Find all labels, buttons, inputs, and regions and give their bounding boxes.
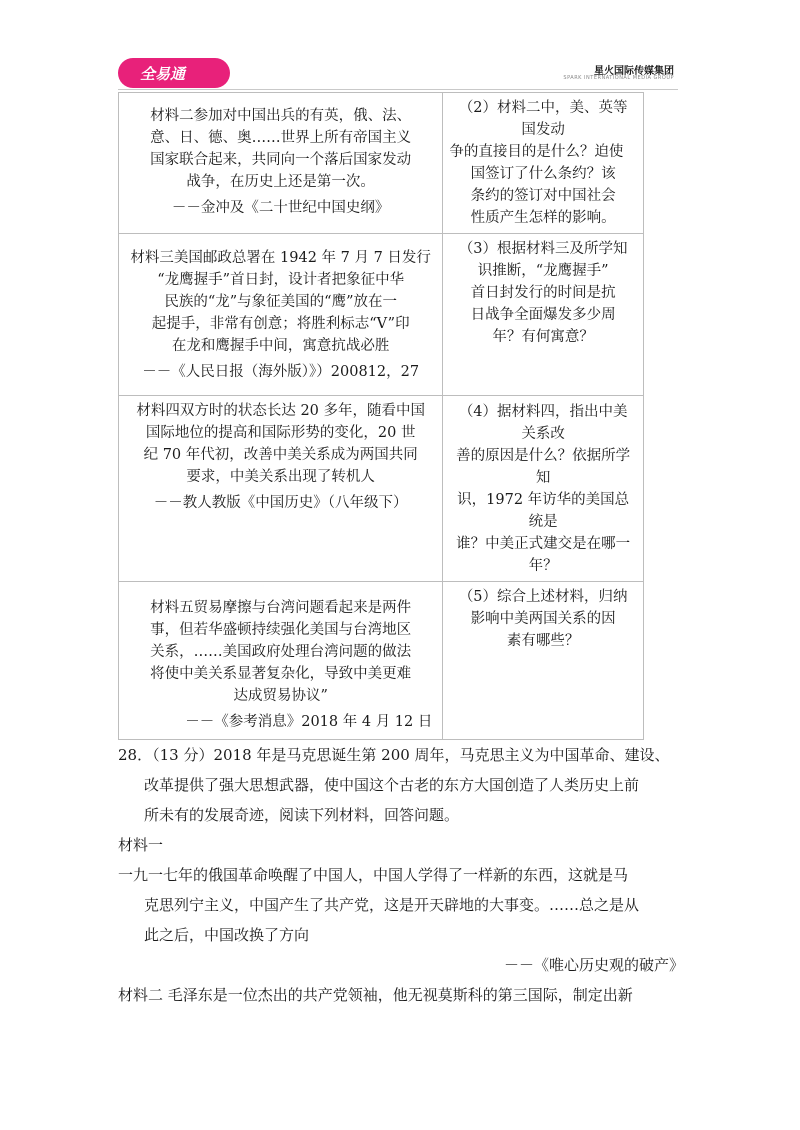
question-cell: [443, 396, 644, 582]
question-line: 国发动: [521, 122, 565, 138]
material-line: 起提手，非常有创意；将胜利标志“V”印: [151, 315, 410, 332]
question-line: 谁？中美正式建交是在哪一: [456, 535, 631, 552]
logo-text: 全易通: [140, 65, 186, 83]
material-source: －－《参考消息》2018 年 4 月 12 日: [185, 714, 433, 730]
material-line: 将使中美关系显著复杂化，导致中美更难: [150, 666, 412, 682]
material-line: 达成贸易协议”: [233, 688, 328, 704]
material-1-line: 克思列宁主义，中国产生了共产党，这是开天辟地的大事变。……总之是从: [144, 896, 640, 914]
material-source: －－教人教版《中国历史》（八年级下）: [153, 495, 408, 511]
question-line: 关系改: [521, 425, 565, 442]
table-row: [119, 93, 644, 234]
material-line: 战争，在历史上还是第一次。: [186, 174, 375, 190]
brand-name: 星火国际传媒集团: [594, 66, 674, 77]
material-line: 纪 70 年代初，改善中美关系成为两国共同: [143, 447, 418, 463]
material-1-title: 材料一: [118, 836, 164, 854]
question-line: （2）材料二中，美、英等: [458, 100, 628, 116]
question-cell: [443, 234, 644, 396]
materials-table: [118, 92, 644, 740]
material-line: “龙鹰握手”首日封，设计者把象征中华: [157, 271, 405, 288]
question-line: 年？有何寓意？: [492, 329, 594, 345]
material-1-source: －－《唯心历史观的破产》: [503, 956, 684, 974]
material-line: 材料三美国邮政总署在 1942 年 7 月 7 日发行: [130, 249, 431, 266]
material-1-line: 一九一七年的俄国革命唤醒了中国人，中国人学得了一样新的东西，这就是马: [118, 866, 629, 884]
question-line: 素有哪些？: [506, 633, 580, 649]
table-row: [119, 582, 644, 740]
question-line: 年？: [528, 557, 558, 574]
material-line: 材料二参加对中国出兵的有英，俄、法、: [150, 108, 412, 124]
material-line: 材料四双方时的状态长达 20 多年，随看中国: [136, 403, 426, 419]
material-source: －－《人民日报（海外版）》）200812，27: [142, 363, 420, 380]
question-line: 知: [535, 469, 551, 486]
question-cell: [443, 93, 644, 234]
page-header: [118, 52, 678, 92]
table-row: [119, 396, 644, 582]
material-line: 意、日、德、奥……世界上所有帝国主义: [150, 130, 412, 146]
header-divider: [118, 89, 678, 90]
material-cell: [119, 582, 443, 740]
material-source: －－金冲及《二十世纪中国史纲》: [171, 200, 390, 216]
material-line: 民族的“龙”与象征美国的“鹰”放在一: [164, 293, 397, 310]
question-line: 影响中美两国关系的因: [470, 611, 616, 627]
logo: [118, 58, 230, 88]
question-line: 性质产生怎样的影响。: [470, 210, 616, 226]
table-row: [119, 234, 644, 396]
material-line: 事，但若华盛顿持续强化美国与台湾地区: [150, 622, 412, 638]
question-line: 争的直接目的是什么？迫使: [449, 144, 624, 160]
question-line: 统是: [528, 513, 558, 530]
question-line: 国签订了什么条约？该: [470, 166, 616, 182]
question-line: 识，1972 年访华的美国总: [457, 491, 630, 508]
material-2-line: 材料二 毛泽东是一位杰出的共产党领袖，他无视莫斯科的第三国际，制定出新: [118, 986, 633, 1004]
material-cell: [119, 234, 443, 396]
question-line: 条约的签订对中国社会: [470, 188, 616, 204]
material-line: 在龙和鹰握手中间，寓意抗战必胜: [171, 337, 390, 354]
material-cell: [119, 93, 443, 234]
material-line: 国际地位的提高和国际形势的变化，20 世: [145, 425, 416, 441]
question-line: （4）据材料四，指出中美: [458, 403, 628, 420]
question-cell: [443, 582, 644, 740]
question-28: [118, 740, 688, 1010]
question-line: 首日封发行的时间是抗: [470, 285, 616, 301]
q28-line: 28．（13 分）2018 年是马克思诞生第 200 周年，马克思主义为中国革命、建设、: [118, 746, 670, 764]
material-line: 关系，……美国政府处理台湾问题的做法: [150, 644, 412, 660]
material-line: 要求，中美关系出现了转机人: [186, 469, 375, 485]
material-1-line: 此之后，中国改换了方向: [144, 926, 310, 944]
question-line: 日战争全面爆发多少周: [470, 307, 616, 323]
material-cell: [119, 396, 443, 582]
brand-subtitle: SPARK INTERNATIONAL MEDIA GROUP: [563, 75, 674, 81]
question-line: 善的原因是什么？依据所学: [456, 447, 631, 464]
question-line: 识推断，“龙鹰握手”: [477, 263, 609, 279]
question-line: （5）综合上述材料，归纳: [458, 589, 628, 605]
q28-line: 所未有的发展奇迹，阅读下列材料，回答问题。: [144, 806, 460, 824]
material-line: 国家联合起来，共同向一个落后国家发动: [150, 152, 412, 168]
material-line: 材料五贸易摩擦与台湾问题看起来是两件: [150, 600, 412, 616]
q28-line: 改革提供了强大思想武器，使中国这个古老的东方大国创造了人类历史上前: [144, 776, 640, 794]
question-line: （3）根据材料三及所学知: [458, 241, 628, 257]
